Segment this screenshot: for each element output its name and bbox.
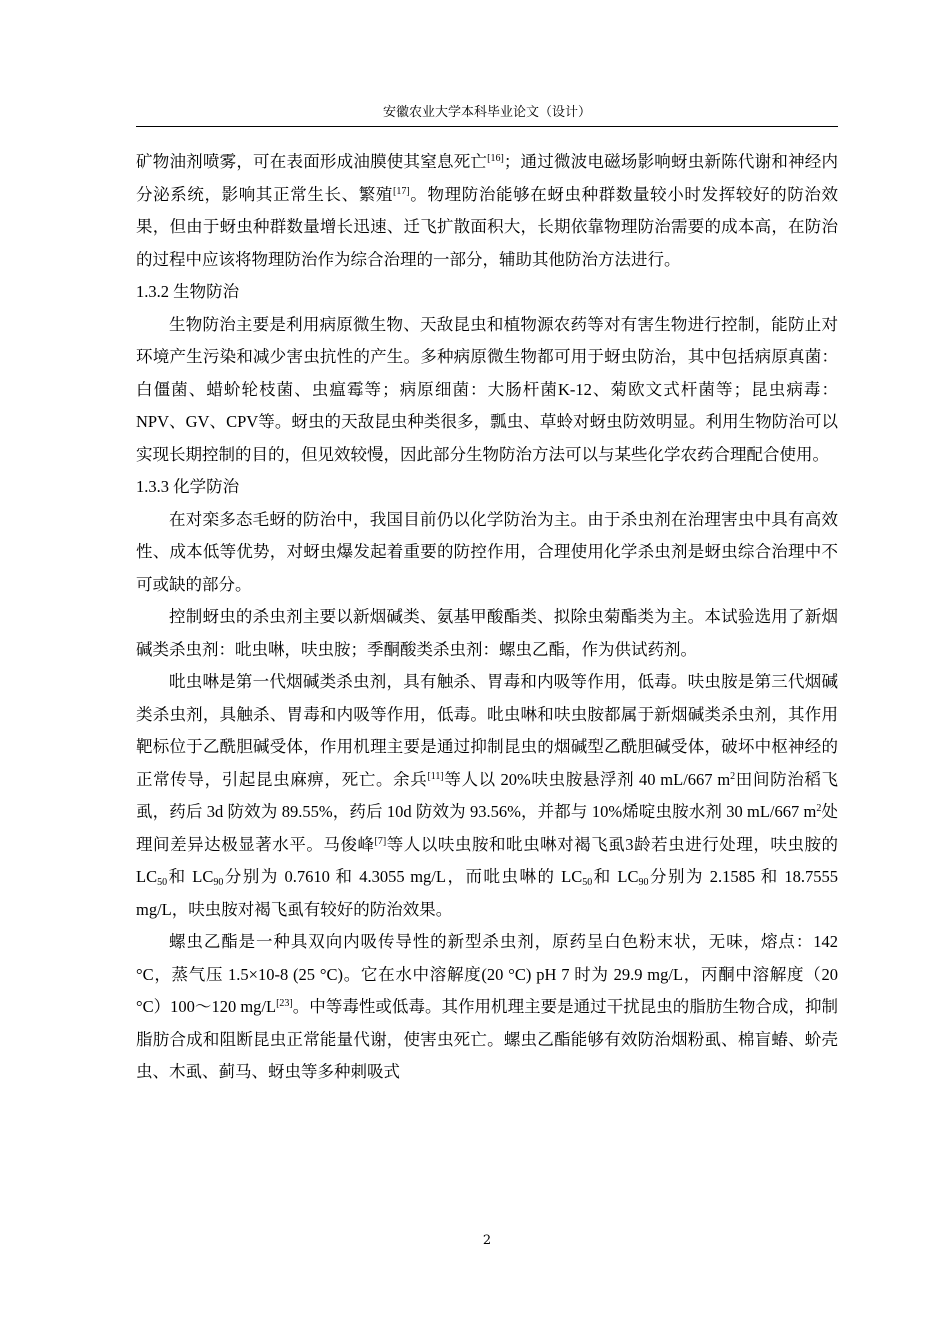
citation: [11] (427, 770, 444, 782)
citation: [7] (374, 835, 387, 847)
superscript: 2 (730, 770, 736, 782)
citation: [23] (276, 998, 293, 1009)
paragraph-insecticides-selected: 控制蚜虫的杀虫剂主要以新烟碱类、氨基甲酸酯类、拟除虫菊酯类为主。本试验选用了新烟碱类杀虫剂：吡虫啉，呋虫胺；季酮酸类杀虫剂：螺虫乙酯，作为供试药剂。 (136, 607, 838, 659)
citation: [17] (393, 185, 410, 197)
subscript: 50 (157, 877, 168, 888)
page-body (136, 146, 838, 1089)
citation: [16] (487, 153, 504, 164)
section-heading-1-3-2: 1.3.2 生物防治 (136, 282, 240, 301)
running-header: 安徽农业大学本科毕业论文（设计） (382, 105, 591, 120)
subscript: 90 (213, 877, 224, 888)
section-heading-1-3-3: 1.3.3 化学防治 (136, 477, 240, 496)
subscript: 90 (638, 877, 649, 888)
paragraph-spirotetramat: 螺虫乙酯是一种具双向内吸传导性的新型杀虫剂，原药呈白色粉末状，无味，熔点：142 °C，蒸气压 1.5×10-8 (25 °C)。它在水中溶解度(20 °C) pH 7 时为 29.9 mg/L，丙酮中溶解度（20 °C）100～120 mg/L[23]。中等毒性或低毒。其作用机理主要是通过干扰昆虫的脂肪生物合成，抑制脂肪合成和阻断昆虫正常能量代谢，使害虫死亡。螺虫乙酯能够有效防治烟粉虱、棉盲蝽、蚧壳虫、木虱、蓟马、蚜虫等多种刺吸式 (136, 932, 838, 1081)
subscript: 50 (582, 877, 593, 888)
header-rule (136, 126, 838, 127)
paragraph-biological-control: 生物防治主要是利用病原微生物、天敌昆虫和植物源农药等对有害生物进行控制，能防止对环境产生污染和减少害虫抗性的产生。多种病原微生物都可用于蚜虫防治，其中包括病原真菌：白僵菌、蜡蚧轮枝菌、虫瘟霉等；病原细菌：大肠杆菌K-12、菊欧文式杆菌等；昆虫病毒：NPV、GV、CPV等。蚜虫的天敌昆虫种类很多，瓢虫、草蛉对蚜虫防效明显。利用生物防治可以实现长期控制的目的，但见效较慢，因此部分生物防治方法可以与某些化学农药合理配合使用。 (136, 314, 838, 464)
paragraph-physical-control-continued: 矿物油剂喷雾，可在表面形成油膜使其窒息死亡[16]；通过微波电磁场影响蚜虫新陈代谢和神经内分泌系统，影响其正常生长、繁殖[17]。物理防治能够在蚜虫种群数量较小时发挥较好的防治效果，但由于蚜虫种群数量增长迅速、迁飞扩散面积大，长期依靠物理防治需要的成本高，在防治的过程中应该将物理防治作为综合治理的一部分，辅助其他防治方法进行。 (136, 152, 839, 269)
page-number: 2 (482, 1233, 492, 1248)
paragraph-chemical-control-intro: 在对栾多态毛蚜的防治中，我国目前仍以化学防治为主。由于杀虫剂在治理害虫中具有高效性、成本低等优势，对蚜虫爆发起着重要的防控作用，合理使用化学杀虫剂是蚜虫综合治理中不可或缺的部分。 (136, 509, 838, 594)
superscript: 2 (816, 803, 822, 814)
paragraph-imidacloprid-dinotefuran: 吡虫啉是第一代烟碱类杀虫剂，具有触杀、胃毒和内吸等作用，低毒。呋虫胺是第三代烟碱类杀虫剂，具触杀、胃毒和内吸等作用，低毒。吡虫啉和呋虫胺都属于新烟碱类杀虫剂，其作用靶标位于乙酰胆碱受体，作用机理主要是通过抑制昆虫的烟碱型乙酰胆碱受体，破坏中枢神经的正常传导，引起昆虫麻痹，死亡。余兵[11]等人以 20%呋虫胺悬浮剂 40 mL/667 $m^2$田间防治稻飞虱，药后 3d 防效为 89.55%，药后 10d 防效为 93.56%，并都与 10%烯啶虫胺水剂 30 mL/667 $m^2$处理间差异达极显著水平。马俊峰[7]等人以呋虫胺和吡虫啉对褐飞虱3龄若虫进行处理，呋虫胺的$LC_{50}$和 $LC_{90}$分别为 0.7610 和 4.3055 mg/L，而吡虫啉的 $LC_{50}$和 $LC_{90}$分别为 2.1585 和 18.7555 mg/L，呋虫胺对褐飞虱有较好的防治效果。 (136, 672, 839, 919)
